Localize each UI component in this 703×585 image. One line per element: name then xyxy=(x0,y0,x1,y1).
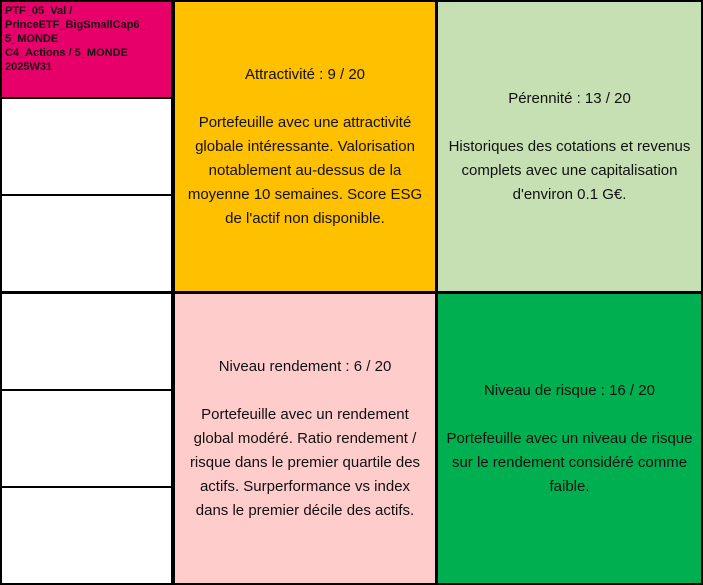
rendement-description: Portefeuille avec un rendement global modéré. Ratio rendement / risque dans le premier quartile des actifs. Surperformance vs index dans le premier décile des actifs. xyxy=(189,405,421,519)
perennite-heading: Pérennité : 13 / 20 xyxy=(508,89,631,107)
perennite-description: Historiques des cotations et revenus complets avec une capitalisation d'environ 0.1 G€. xyxy=(448,137,691,203)
attractivite-description: Portefeuille avec une attractivité globale intéressante. Valorisation notablement au-dessus de la moyenne 10 semaines. Score ESG de l'actif non disponible. xyxy=(187,113,423,227)
risque-heading: Niveau de risque : 16 / 20 xyxy=(484,381,655,399)
rendement-cell xyxy=(173,292,437,585)
attractivite-cell xyxy=(173,0,437,293)
title-line: PTF_05_Val / xyxy=(5,5,73,17)
title-line: 2025W31 xyxy=(5,61,53,73)
empty-cell xyxy=(0,292,173,391)
empty-cell xyxy=(0,389,173,488)
perennite-cell xyxy=(436,0,703,293)
empty-cell xyxy=(0,97,173,196)
title-line: 5_MONDE xyxy=(5,33,59,45)
risque-description: Portefeuille avec un niveau de risque sur le rendement considéré comme faible. xyxy=(446,429,693,495)
empty-cell xyxy=(0,194,173,293)
attractivite-heading: Attractivité : 9 / 20 xyxy=(244,65,366,83)
rendement-heading: Niveau rendement : 6 / 20 xyxy=(218,357,392,375)
title-line: C4_Actions / 5_MONDE xyxy=(5,47,128,59)
portfolio-title-cell xyxy=(0,0,173,99)
empty-cell xyxy=(0,486,173,585)
risque-cell xyxy=(436,292,703,585)
title-line: PrinceETF_BigSmallCap6_ xyxy=(5,19,146,31)
